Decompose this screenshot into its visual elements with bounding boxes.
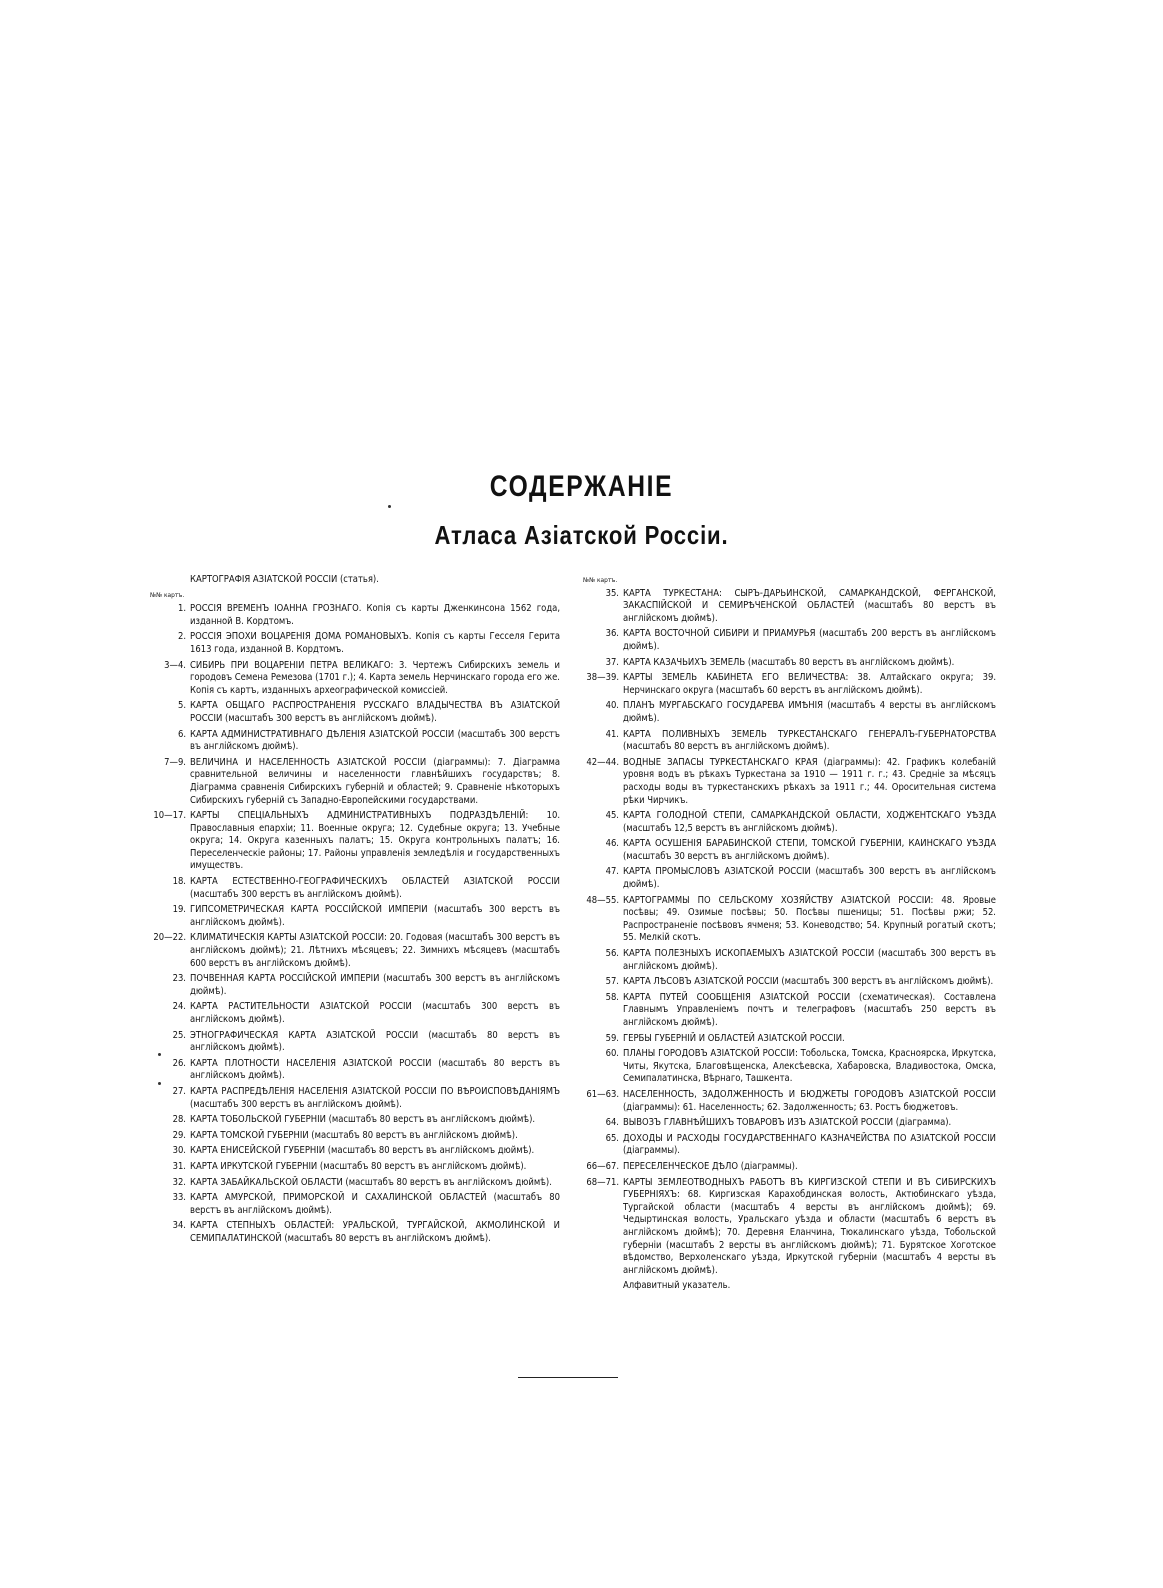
entry-number: 59. xyxy=(605,1032,619,1044)
entry-number: 58. xyxy=(605,991,619,1003)
entry-text: РОССIЯ ЭПОХИ ВОЦАРЕНIЯ ДОМА РОМАНОВЫХЪ. Копiя съ карты Гесселя Герита 1613 года, изданной В. Кордтомъ. xyxy=(190,631,560,655)
print-speck xyxy=(158,1053,161,1056)
toc-entry xyxy=(583,895,996,945)
entry-number: 25. xyxy=(172,1029,186,1041)
closing-rule xyxy=(518,1377,618,1378)
toc-entry xyxy=(150,876,560,901)
entry-text: КАРТА ОСУШЕНIЯ БАРАБИНСКОЙ СТЕПИ, ТОМСКОЙ ГУБЕРНIИ, КАИНСКАГО УѢЗДА (масштабъ 30 верстъ въ англiйскомъ дюймѣ). xyxy=(623,838,996,862)
entry-number: 38—39. xyxy=(586,672,619,684)
entry-number: 68—71. xyxy=(586,1176,619,1188)
toc-entry xyxy=(150,700,560,725)
toc-entry xyxy=(150,1130,560,1143)
toc-entry xyxy=(150,631,560,656)
entry-text: КАРТА ПОЛЕЗНЫХЪ ИСКОПАЕМЫХЪ АЗIАТСКОЙ РОССIИ (масштабъ 300 верстъ въ англiйскомъ дюймѣ). xyxy=(623,948,996,972)
entry-number: 36. xyxy=(605,628,619,640)
toc-entry xyxy=(150,1001,560,1026)
toc-entry xyxy=(150,603,560,628)
entry-number: 23. xyxy=(172,973,186,985)
toc-entry xyxy=(150,904,560,929)
toc-entry xyxy=(583,838,996,863)
entry-number: 27. xyxy=(172,1085,186,1097)
entry-text: КАРТОГРАММЫ ПО СЕЛЬСКОМУ ХОЗЯЙСТВУ АЗIАТСКОЙ РОССIИ: 48. Яровые посѣвы; 49. Озимые посѣвы; 50. Посѣвы пшеницы; 51. Посѣвы ржи; 52. Распространенiе посѣвовъ ячменя; 53. Коневодство; 54. Крупный рогатый скотъ; 55. Мелкiй скотъ. xyxy=(623,894,996,944)
toc-entry xyxy=(150,1030,560,1055)
toc-entry xyxy=(150,810,560,873)
toc-entry xyxy=(150,729,560,754)
entry-number: 41. xyxy=(605,728,619,740)
entry-text: КАРТА ТУРКЕСТАНА: СЫРЪ-ДАРЬИНСКОЙ, САМАРКАНДСКОЙ, ФЕРГАНСКОЙ, ЗАКАСПIЙСКОЙ И СЕМИРѢЧЕНСКОЙ ОБЛАСТЕЙ (масштабъ 80 верстъ въ англiйскомъ дюймѣ). xyxy=(623,587,996,624)
page-title: СОДЕРЖАНIЕ xyxy=(489,470,674,503)
toc-entry xyxy=(583,948,996,973)
toc-intro: КАРТОГРАФIЯ АЗIАТСКОЙ РОССIИ (статья). xyxy=(190,574,379,585)
entry-number: 1. xyxy=(177,603,186,615)
entry-text: НАСЕЛЕННОСТЬ, ЗАДОЛЖЕННОСТЬ И БЮДЖЕТЫ ГОРОДОВЪ АЗIАТСКОЙ РОССIИ (дiаграммы): 61. Населенность; 62. Задолженность; 63. Ростъ бюджетовъ. xyxy=(623,1088,996,1113)
entry-number: 5. xyxy=(177,700,186,712)
print-speck xyxy=(158,1082,161,1085)
entry-text: КАРТЫ ЗЕМЕЛЬ КАБИНЕТА ЕГО ВЕЛИЧЕСТВА: 38. Алтайскаго округа; 39. Нерчинскаго округа (масштабъ 60 верстъ въ англiйскомъ дюймѣ). xyxy=(623,672,996,696)
entry-text: КАРТА ПРОМЫСЛОВЪ АЗIАТСКОЙ РОССIИ (масштабъ 300 верстъ въ англiйскомъ дюймѣ). xyxy=(623,866,996,891)
entry-number: 10—17. xyxy=(153,810,186,822)
entry-number: 48—55. xyxy=(586,894,619,906)
entry-number: 47. xyxy=(605,866,619,878)
toc-left-entries xyxy=(150,603,560,1245)
toc-entry xyxy=(583,657,996,670)
entry-number: 37. xyxy=(605,656,619,668)
entry-number: 64. xyxy=(605,1117,619,1129)
entry-number: 32. xyxy=(172,1176,186,1188)
entry-text: ЭТНОГРАФИЧЕСКАЯ КАРТА АЗIАТСКОЙ РОССIИ (масштабъ 80 верстъ въ англiйскомъ дюймѣ). xyxy=(190,1029,560,1054)
toc-entry xyxy=(150,660,560,698)
entry-text: КАРТА ЛѢСОВЪ АЗIАТСКОЙ РОССIИ (масштабъ 300 верстъ въ англiйскомъ дюймѣ). xyxy=(623,976,994,988)
entry-number: 2. xyxy=(177,631,186,643)
entry-number: 42—44. xyxy=(586,756,619,768)
entry-number: 57. xyxy=(605,976,619,988)
toc-left-column xyxy=(150,574,560,1249)
toc-entry xyxy=(583,1117,996,1130)
entry-text: ВОДНЫЕ ЗАПАСЫ ТУРКЕСТАНСКАГО КРАЯ (дiаграммы): 42. Графикъ колебанiй уровня водъ въ рѣкахъ Туркестана за 1910 — 1911 г. г.; 43. Среднiе за мѣсяцъ расходы воды въ туркестанскихъ рѣкахъ за 1911 г.; 44. Оросительная система рѣки Чирчикъ. xyxy=(623,756,996,806)
entry-text: КАРТА РАСТИТЕЛЬНОСТИ АЗIАТСКОЙ РОССIИ (масштабъ 300 верстъ въ англiйскомъ дюймѣ). xyxy=(190,1001,560,1025)
entry-text: КАРТА ИРКУТСКОЙ ГУБЕРНIИ (масштабъ 80 верстъ въ англiйскомъ дюймѣ). xyxy=(190,1160,527,1172)
toc-entry xyxy=(150,1161,560,1174)
entry-number: 33. xyxy=(172,1192,186,1204)
entry-text: КАРТА ЕСТЕСТВЕННО-ГЕОГРАФИЧЕСКИХЪ ОБЛАСТЕЙ АЗIАТСКОЙ РОССIИ (масштабъ 300 верстъ въ англiйскомъ дюймѣ). xyxy=(190,876,560,900)
entry-text: КАРТА СТЕПНЫХЪ ОБЛАСТЕЙ: УРАЛЬСКОЙ, ТУРГАЙСКОЙ, АКМОЛИНСКОЙ И СЕМИПАЛАТИНСКОЙ (масштабъ 80 верстъ въ англiйскомъ дюймѣ). xyxy=(190,1220,560,1244)
toc-right-column xyxy=(583,574,996,1293)
entry-number: 56. xyxy=(605,948,619,960)
entry-text: ПОЧВЕННАЯ КАРТА РОССIЙСКОЙ ИМПЕРIИ (масштабъ 300 верстъ въ англiйскомъ дюймѣ). xyxy=(190,973,560,997)
toc-entry xyxy=(583,700,996,725)
toc-entry xyxy=(583,1177,996,1278)
entry-text: КАРТА КАЗАЧЬИХЪ ЗЕМЕЛЬ (масштабъ 80 верстъ въ англiйскомъ дюймѣ). xyxy=(623,656,955,668)
toc-entry xyxy=(583,672,996,697)
entry-text: КАРТА ЗАБАЙКАЛЬСКОЙ ОБЛАСТИ (масштабъ 80 верстъ въ англiйскомъ дюймѣ). xyxy=(190,1176,552,1188)
entry-number: 34. xyxy=(172,1220,186,1232)
entry-text: КАРТЫ СПЕЦIАЛЬНЫХЪ АДМИНИСТРАТИВНЫХЪ ПОДРАЗДѢЛЕНIЙ: 10. Православныя епархiи; 11. Военные округа; 12. Судебные округа; 13. Учебные округа; 14. Округа казенныхъ палатъ; 15. Округа контрольныхъ палатъ; 16. Переселенческiе районы; 17. Районы управленiя земледѣлiя и государственныхъ имуществъ. xyxy=(190,810,560,872)
entry-number: 6. xyxy=(177,728,186,740)
toc-entry xyxy=(150,1114,560,1127)
entry-number: 30. xyxy=(172,1145,186,1157)
toc-entry xyxy=(150,1177,560,1190)
entry-number: 65. xyxy=(605,1132,619,1144)
entry-number: 31. xyxy=(172,1160,186,1172)
entry-number: 20—22. xyxy=(153,932,186,944)
entry-text: ДОХОДЫ И РАСХОДЫ ГОСУДАРСТВЕННАГО КАЗНАЧЕЙСТВА ПО АЗIАТСКОЙ РОССIИ (дiаграммы). xyxy=(623,1132,996,1157)
map-number-label: №№ картъ. xyxy=(583,576,618,584)
toc-entry xyxy=(150,1145,560,1158)
toc-entry xyxy=(583,757,996,807)
toc-right-entries xyxy=(583,588,996,1278)
toc-entry xyxy=(583,1161,996,1174)
entry-number: 35. xyxy=(605,587,619,599)
alphabetical-index: Алфавитный указатель. xyxy=(623,1280,731,1292)
entry-text: КАРТА ТОБОЛЬСКОЙ ГУБЕРНIИ (масштабъ 80 верстъ въ англiйскомъ дюймѣ). xyxy=(190,1114,536,1126)
print-speck xyxy=(388,505,391,508)
entry-text: КАРТА ОБЩАГО РАСПРОСТРАНЕНIЯ РУССКАГО ВЛАДЫЧЕСТВА ВЪ АЗIАТСКОЙ РОССIИ (масштабъ 300 верстъ въ англiйскомъ дюймѣ). xyxy=(190,700,560,724)
entry-text: КАРТА ПЛОТНОСТИ НАСЕЛЕНIЯ АЗIАТСКОЙ РОССIИ (масштабъ 80 верстъ въ англiйскомъ дюймѣ). xyxy=(190,1057,560,1082)
toc-entry xyxy=(583,1033,996,1046)
entry-number: 61—63. xyxy=(586,1088,619,1100)
toc-entry xyxy=(583,810,996,835)
toc-entry xyxy=(583,588,996,626)
entry-text: СИБИРЬ ПРИ ВОЦАРЕНIИ ПЕТРА ВЕЛИКАГО: 3. Чертежъ Сибирскихъ земель и городовъ Семена Ремезова (1701 г.); 4. Карта земель Нерчинскаго города его же. Копiя съ картъ, изданныхъ археографической комиссiей. xyxy=(190,659,560,696)
toc-entry xyxy=(583,628,996,653)
toc-entry xyxy=(150,1220,560,1245)
toc-entry xyxy=(583,729,996,754)
toc-entry xyxy=(583,992,996,1030)
toc-entry xyxy=(150,1058,560,1083)
entry-text: КАРТА ЕНИСЕЙСКОЙ ГУБЕРНIИ (масштабъ 80 верстъ въ англiйскомъ дюймѣ). xyxy=(190,1145,535,1157)
entry-text: ПЛАНЪ МУРГАБСКАГО ГОСУДАРЕВА ИМѢНIЯ (масштабъ 4 версты въ англiйскомъ дюймѣ). xyxy=(623,700,996,724)
toc-entry xyxy=(150,973,560,998)
entry-text: КАРТА РАСПРЕДѢЛЕНIЯ НАСЕЛЕНIЯ АЗIАТСКОЙ РОССIИ ПО ВѢРОИСПОВѢДАНIЯМЪ (масштабъ 300 верстъ въ англiйскомъ дюймѣ). xyxy=(190,1085,560,1110)
toc-entry xyxy=(583,1133,996,1158)
toc-entry xyxy=(583,1089,996,1114)
entry-text: КЛИМАТИЧЕСКIЯ КАРТЫ АЗIАТСКОЙ РОССIИ: 20. Годовая (масштабъ 300 верстъ въ англiйскомъ дюймѣ); 21. Лѣтнихъ мѣсяцевъ; 22. Зимнихъ мѣсяцевъ (масштабъ 600 верстъ въ англiйскомъ дюймѣ). xyxy=(190,932,560,969)
entry-number: 18. xyxy=(172,876,186,888)
entry-text: КАРТА АМУРСКОЙ, ПРИМОРСКОЙ И САХАЛИНСКОЙ ОБЛАСТЕЙ (масштабъ 80 верстъ въ англiйскомъ дюймѣ). xyxy=(190,1192,560,1216)
entry-number: 26. xyxy=(172,1057,186,1069)
entry-text: КАРТЫ ЗЕМЛЕОТВОДНЫХЪ РАБОТЪ ВЪ КИРГИЗСКОЙ СТЕПИ И ВЪ СИБИРСКИХЪ ГУБЕРНIЯХЪ: 68. Киргизская Карахобдинская волость, Актюбинскаго уѣзда, Тургайской области (масштабъ 4 версты въ англiйскомъ дюймѣ); 69. Чедыртинская волость, Уральскаго уѣзда и области (масштабъ 6 верстъ въ англiйскомъ дюймѣ); 70. Деревня Еланчина, Тюкалинскаго уѣзда, Тобольской губернiи (масштабъ 2 версты въ англiйскомъ дюймѣ); 71. Бурятское Хоготское вѣдомство, Верхоленскаго уѣзда, Иркутской губернiи (масштабъ 4 версты въ англiйскомъ дюймѣ). xyxy=(623,1176,996,1276)
toc-entry xyxy=(583,866,996,891)
entry-number: 7—9. xyxy=(164,756,186,768)
page-subtitle: Атласа Азiатской Россiи. xyxy=(434,520,729,550)
entry-text: ПЕРЕСЕЛЕНЧЕСКОЕ ДѢЛО (дiаграммы). xyxy=(623,1160,798,1172)
toc-entry xyxy=(583,976,996,989)
entry-text: КАРТА ТОМСКОЙ ГУБЕРНIИ (масштабъ 80 верстъ въ англiйскомъ дюймѣ). xyxy=(190,1129,518,1141)
toc-entry xyxy=(150,932,560,970)
entry-text: КАРТА АДМИНИСТРАТИВНАГО ДѢЛЕНIЯ АЗIАТСКОЙ РОССIИ (масштабъ 300 верстъ въ англiйскомъ дюймѣ). xyxy=(190,728,560,753)
entry-text: ВЕЛИЧИНА И НАСЕЛЕННОСТЬ АЗIАТСКОЙ РОССIИ (дiаграммы): 7. Дiаграмма сравнительной величины и населенности главнѣйшихъ государствъ; 8. Дiаграмма сравненiя Сибирскихъ губернiй и областей; 9. Сравненiе нѣкоторыхъ Сибирскихъ губернiй съ Западно-Европейскими государствами. xyxy=(190,756,560,806)
entry-text: КАРТА ПУТЕЙ СООБЩЕНIЯ АЗIАТСКОЙ РОССIИ (схематическая). Составлена Главнымъ Управленiемъ почтъ и телеграфовъ (масштабъ 250 верстъ въ англiйскомъ дюймѣ). xyxy=(623,991,996,1028)
entry-number: 19. xyxy=(172,904,186,916)
entry-number: 28. xyxy=(172,1114,186,1126)
entry-text: КАРТА ПОЛИВНЫХЪ ЗЕМЕЛЬ ТУРКЕСТАНСКАГО ГЕНЕРАЛЪ-ГУБЕРНАТОРСТВА (масштабъ 80 верстъ въ англiйскомъ дюймѣ). xyxy=(623,728,996,753)
toc-entry xyxy=(150,1086,560,1111)
entry-number: 60. xyxy=(605,1048,619,1060)
entry-text: РОССIЯ ВРЕМЕНЪ IОАННА ГРОЗНАГО. Копiя съ карты Дженкинсона 1562 года, изданной В. Кордтомъ. xyxy=(190,603,560,627)
entry-number: 3—4. xyxy=(164,659,186,671)
toc-entry xyxy=(583,1048,996,1086)
entry-text: ПЛАНЫ ГОРОДОВЪ АЗIАТСКОЙ РОССIИ: Тобольска, Томска, Красноярска, Иркутска, Читы, Якутска, Благовѣщенска, Алексѣевска, Хабаровска, Владивостока, Омска, Семипалатинска, Вѣрнаго, Ташкента. xyxy=(623,1048,996,1085)
entry-number: 29. xyxy=(172,1129,186,1141)
entry-number: 45. xyxy=(605,810,619,822)
entry-text: ГЕРБЫ ГУБЕРНIЙ И ОБЛАСТЕЙ АЗIАТСКОЙ РОССIИ. xyxy=(623,1032,845,1044)
toc-entry xyxy=(150,1192,560,1217)
entry-text: ВЫВОЗЪ ГЛАВНѢЙШИХЪ ТОВАРОВЪ ИЗЪ АЗIАТСКОЙ РОССIИ (дiаграмма). xyxy=(623,1117,952,1129)
entry-text: КАРТА ГОЛОДНОЙ СТЕПИ, САМАРКАНДСКОЙ ОБЛАСТИ, ХОДЖЕНТСКАГО УѢЗДА (масштабъ 12,5 верстъ въ англiйскомъ дюймѣ). xyxy=(623,810,996,834)
entry-number: 46. xyxy=(605,838,619,850)
entry-number: 40. xyxy=(605,700,619,712)
map-number-label: №№ картъ. xyxy=(150,590,185,599)
entry-text: ГИПСОМЕТРИЧЕСКАЯ КАРТА РОССIЙСКОЙ ИМПЕРIИ (масштабъ 300 верстъ въ англiйскомъ дюймѣ). xyxy=(190,904,560,928)
entry-text: КАРТА ВОСТОЧНОЙ СИБИРИ И ПРИАМУРЬЯ (масштабъ 200 верстъ въ англiйскомъ дюймѣ). xyxy=(623,628,996,652)
entry-number: 66—67. xyxy=(586,1160,619,1172)
entry-number: 24. xyxy=(172,1001,186,1013)
toc-entry xyxy=(150,757,560,807)
